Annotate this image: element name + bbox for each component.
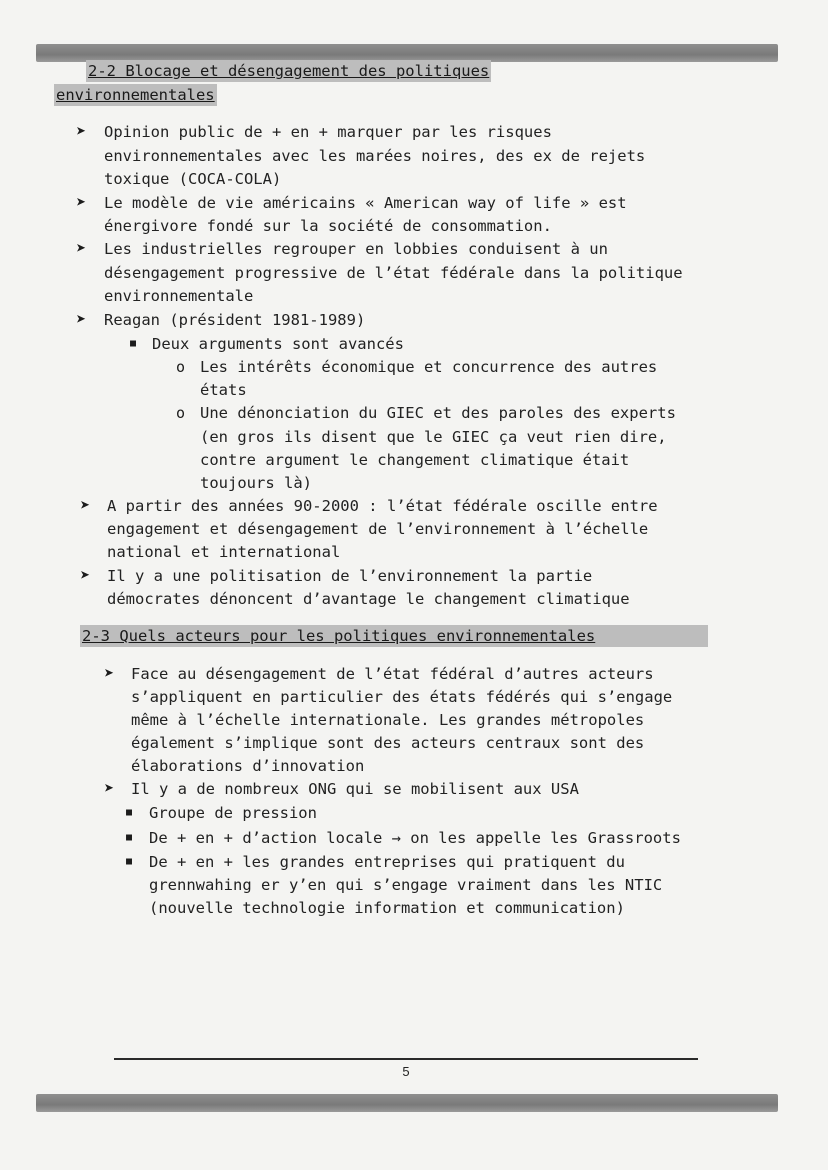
page-number: 5 — [402, 1064, 410, 1079]
bullet-text: environnementales avec les marées noires, des ex de rejets — [104, 147, 646, 165]
square-bullet-icon: ■ — [126, 856, 133, 867]
bullet-text: Il y a une politisation de l’environnement la partie — [107, 567, 593, 585]
bullet-text: national et international — [107, 543, 341, 561]
square-bullet-icon: ■ — [130, 338, 137, 349]
bullet-text: même à l’échelle internationale. Les grandes métropoles — [131, 711, 645, 729]
arrow-bullet-icon: ➤ — [76, 122, 87, 142]
section-2-2-title-line1: 2-2 Blocage et désengagement des politiques — [88, 62, 490, 80]
sub-bullet-text: (nouvelle technologie information et communication) — [149, 899, 625, 917]
arrow-bullet-icon: ➤ — [80, 496, 91, 516]
sub-bullet-text: De + en + les grandes entreprises qui pratiquent du — [149, 853, 625, 871]
bullet-text: Opinion public de + en + marquer par les risques — [104, 123, 552, 141]
bullet-text: énergivore fondé sur la société de consommation. — [104, 217, 552, 235]
arrow-bullet-icon: ➤ — [80, 566, 91, 586]
arrow-bullet-icon: ➤ — [76, 193, 87, 213]
arrow-bullet-icon: ➤ — [104, 779, 115, 799]
sub-bullet-text: Groupe de pression — [149, 804, 317, 822]
section-2-2-title-line2: environnementales — [56, 86, 215, 104]
bullet-text: engagement et désengagement de l’environnement à l’échelle — [107, 520, 649, 538]
arrow-bullet-icon: ➤ — [76, 310, 87, 330]
footer-band — [36, 1094, 778, 1112]
bullet-text: élaborations d’innovation — [131, 757, 365, 775]
sub-sub-bullet-text: toujours là) — [200, 474, 312, 492]
sub-sub-bullet-text: (en gros ils disent que le GIEC ça veut rien dire, — [200, 428, 667, 446]
bullet-text: Face au désengagement de l’état fédéral d’autres acteurs — [131, 665, 654, 683]
square-bullet-icon: ■ — [126, 807, 133, 818]
circle-bullet-icon: o — [176, 404, 186, 422]
bullet-text: s’appliquent en particulier des états fédérés qui s’engage — [131, 688, 673, 706]
bullet-text: A partir des années 90-2000 : l’état fédérale oscille entre — [107, 497, 658, 515]
sub-sub-bullet-text: Une dénonciation du GIEC et des paroles des experts — [200, 404, 676, 422]
sub-bullet-text: Deux arguments sont avancés — [152, 335, 404, 353]
arrow-bullet-icon: ➤ — [76, 239, 87, 259]
bullet-text: désengagement progressive de l’état fédérale dans la politique — [104, 264, 683, 282]
footer-rule — [114, 1058, 698, 1060]
bullet-text: Les industrielles regrouper en lobbies conduisent à un — [104, 240, 608, 258]
sub-bullet-text: grennwahing er y’en qui s’engage vraiment dans les NTIC — [149, 876, 663, 894]
bullet-text: démocrates dénoncent d’avantage le changement climatique — [107, 590, 630, 608]
sub-sub-bullet-text: états — [200, 381, 247, 399]
bullet-text: également s’implique sont des acteurs centraux sont des — [131, 734, 645, 752]
sub-sub-bullet-text: contre argument le changement climatique était — [200, 451, 630, 469]
bullet-text: Reagan (président 1981-1989) — [104, 311, 366, 329]
sub-sub-bullet-text: Les intérêts économique et concurrence des autres — [200, 358, 658, 376]
square-bullet-icon: ■ — [126, 832, 133, 843]
bullet-text: environnementale — [104, 287, 254, 305]
arrow-bullet-icon: ➤ — [104, 664, 115, 684]
sub-bullet-text: De + en + d’action locale → on les appelle les Grassroots — [149, 829, 681, 847]
bullet-text: Le modèle de vie américains « American way of life » est — [104, 194, 627, 212]
circle-bullet-icon: o — [176, 358, 186, 376]
section-2-3-title: 2-3 Quels acteurs pour les politiques environnementales — [80, 625, 708, 647]
bullet-text: Il y a de nombreux ONG qui se mobilisent aux USA — [131, 780, 579, 798]
bullet-text: toxique (COCA-COLA) — [104, 170, 282, 188]
